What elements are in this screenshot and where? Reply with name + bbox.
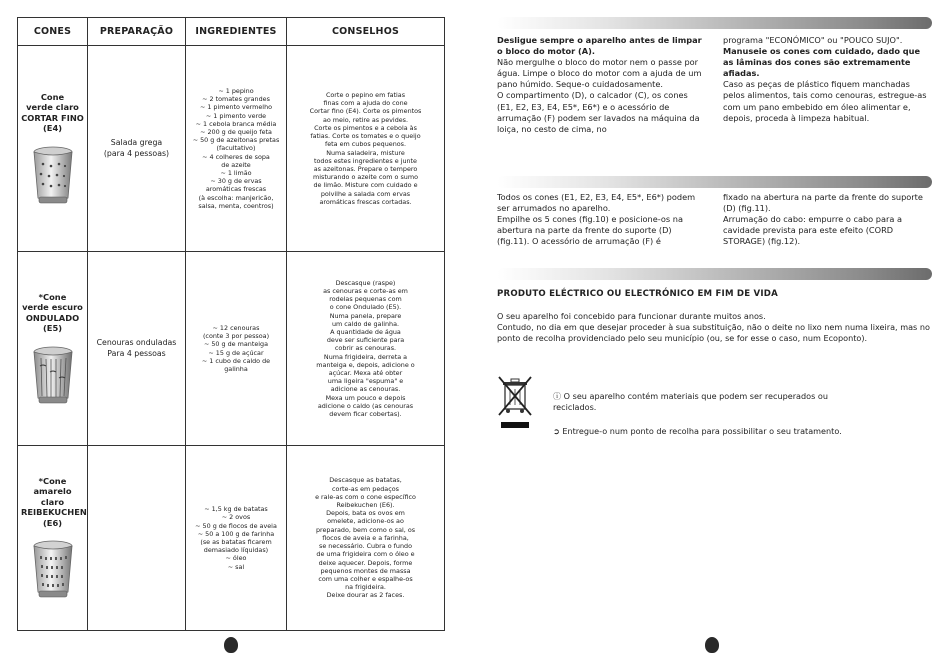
cone-cell [18, 252, 88, 446]
cleaning-text-3: Caso as peças de plástico fiquem manchadas pelos alimentos, tais como cenouras, estregue-as com um pano embebido em óleo alimentar e, depois, proceda à limpeza habitual. [723, 79, 927, 123]
prep-cell [88, 46, 186, 252]
prep-cell [88, 252, 186, 446]
weee-title: PRODUTO ELÉCTRICO OU ELECTRÓNICO EM FIM DE VIDA [497, 289, 778, 299]
section-bar-storage [497, 176, 932, 188]
prep-text: Salada grega (para 4 pessoas) [103, 138, 170, 158]
ingredients-cell [186, 46, 287, 252]
cone-e5-image [31, 344, 75, 406]
cleaning-warning: Desligue sempre o aparelho antes de limpar o bloco do motor (A). [497, 35, 702, 57]
cone-name: Cone verde claro CORTAR FINO (E4) [21, 91, 84, 133]
storage-col-2: fixado na abertura na parte da frente do suporte (D) (fig.11). Arrumação do cabo: empurre o cabo para a cavidade prevista para este efeito (CORD STORAGE) (fig.12). [723, 192, 923, 247]
prep-text: Cenouras onduladas Para 4 pessoas [96, 338, 177, 358]
advice-cell [287, 252, 445, 446]
cone-cell [18, 446, 88, 631]
header-ingredientes: INGREDIENTES [186, 18, 287, 46]
recipes-table [17, 17, 445, 631]
header-preparacao: PREPARAÇÃO [88, 18, 186, 46]
advice-text: Descasque as batatas, corte-as em pedaços e rale-as com o cone específico Reibekuchen (E6). Depois, bata os ovos em omelete, adicione-os ao preparado, bem como o sal, os flocos de aveia e a farinha, se necessário. Cubra o fundo de uma frigideira com o óleo e deixe aquecer. Depois, forme pequenos montes de massa com uma colher e espalhe-os na frigideira. Deixe dourar as 2 faces. [315, 476, 416, 600]
prep-cell [88, 446, 186, 631]
ingredients-text: ~ 1,5 kg de batatas ~ 2 ovos ~ 50 g de flocos de aveia ~ 50 a 100 g de farinha (se as batatas ficarem demasiado líquidas) ~ óleo ~ sal [195, 505, 277, 571]
weee-item-collection: ➲ Entregue-o num ponto de recolha para possibilitar o seu tratamento. [553, 426, 842, 436]
header-conselhos: CONSELHOS [287, 18, 445, 46]
crossed-bin-icon [497, 375, 533, 433]
advice-cell [287, 446, 445, 631]
storage-col-1: Todos os cones (E1, E2, E3, E4, E5*, E6*) podem ser arrumados no aparelho. Empilhe os 5 cones (fig.10) e posicione-os na abertura na parte da frente do suporte (D) (fig.11). O acessório de arrumação (F) é [497, 192, 696, 247]
weee-item-recyclable: ⓘ O seu aparelho contém materiais que podem ser recuperados ou reciclados. [553, 391, 828, 412]
cleaning-text-1: Não mergulhe o bloco do motor nem o passe por água. Limpe o bloco do motor com a ajuda de um pano húmido. Seque-o cuidadosamente. O compartimento (D), o calcador (C), os cones (E1, E2, E3, E4, E5*, E6*) e o acessório de arrumação (F) podem ser lavados na máquina da loiça, no cesto de cima, no [497, 57, 702, 134]
table-row [18, 252, 445, 446]
ingredients-text: ~ 1 pepino ~ 2 tomates grandes ~ 1 pimento vermelho ~ 1 pimento verde ~ 1 cebola branca média ~ 200 g de queijo feta ~ 50 g de azeitonas pretas (facultativo) ~ 4 colheres de sopa de azeite ~ 1 limão ~ 30 g de ervas aromáticas frescas (à escolha: manjericão, salsa, menta, coentros) [192, 86, 280, 210]
cleaning-col-1 [497, 35, 705, 135]
advice-cell [287, 46, 445, 252]
cone-name: *Cone verde escuro ONDULADO (E5) [22, 291, 83, 333]
cone-name: *Cone amarelo claro REIBEKUCHEN (E6) [21, 475, 87, 528]
table-header-row [18, 18, 445, 46]
cone-cell [18, 46, 88, 252]
cleaning-col-2 [723, 35, 931, 124]
page-marker-dot-left [224, 637, 238, 653]
ingredients-cell [186, 446, 287, 631]
cone-e4-image [31, 144, 75, 206]
section-bar-weee [497, 268, 932, 280]
blade-warning: Manuseie os cones com cuidado, dado que as lâminas dos cones são extremamente afiadas. [723, 46, 921, 79]
section-bar-cleaning [497, 17, 932, 29]
weee-para-1: O seu aparelho foi concebido para funcionar durante muitos anos. [497, 311, 766, 321]
header-cones: CONES [18, 18, 88, 46]
cleaning-text-2: programa "ECONÓMICO" ou "POUCO SUJO". [723, 35, 903, 45]
table-row [18, 446, 445, 631]
advice-text: Corte o pepino em fatias finas com a ajuda do cone Cortar fino (E4). Corte os pimentos ao meio, retire as pevides. Corte os pimentos e a cebola às fatias. Corte os tomates e o queijo feta em cubos pequenos. Numa saladeira, misture todos estes ingredientes e junte as azeitonas. Prepare o tempero misturando o azeite com o sumo de limão. Misture com cuidado e polvilhe a salada com ervas aromáticas frescas cortadas. [309, 91, 422, 206]
ingredients-cell [186, 252, 287, 446]
right-page [475, 0, 950, 661]
advice-text: Descasque (raspe) as cenouras e corte-as em rodelas pequenas com o cone Ondulado (E5). Numa panela, prepare um caldo de galinha. A quantidade de água deve ser suficiente para cobrir as cenouras. Numa frigideira, derreta a manteiga e, depois, adicione o açúcar. Mexa até obter uma ligeira "espuma" e adicione as cenouras. Mexa um pouco e depois adicione o caldo (as cenouras devem ficar cobertas). [316, 278, 415, 419]
cone-e6-image [31, 538, 75, 600]
weee-para-2: Contudo, no dia em que desejar proceder à sua substituição, não o deite no lixo nem numa lixeira, mas no ponto de recolha providenciado pelo seu município (ou, se for esse o caso, num Ecoponto). [497, 322, 930, 344]
table-row [18, 46, 445, 252]
ingredients-text: ~ 12 cenouras (conte 3 por pessoa) ~ 50 g de manteiga ~ 15 g de açúcar ~ 1 cubo de caldo de galinha [201, 323, 271, 373]
page-marker-dot-right [705, 637, 719, 653]
